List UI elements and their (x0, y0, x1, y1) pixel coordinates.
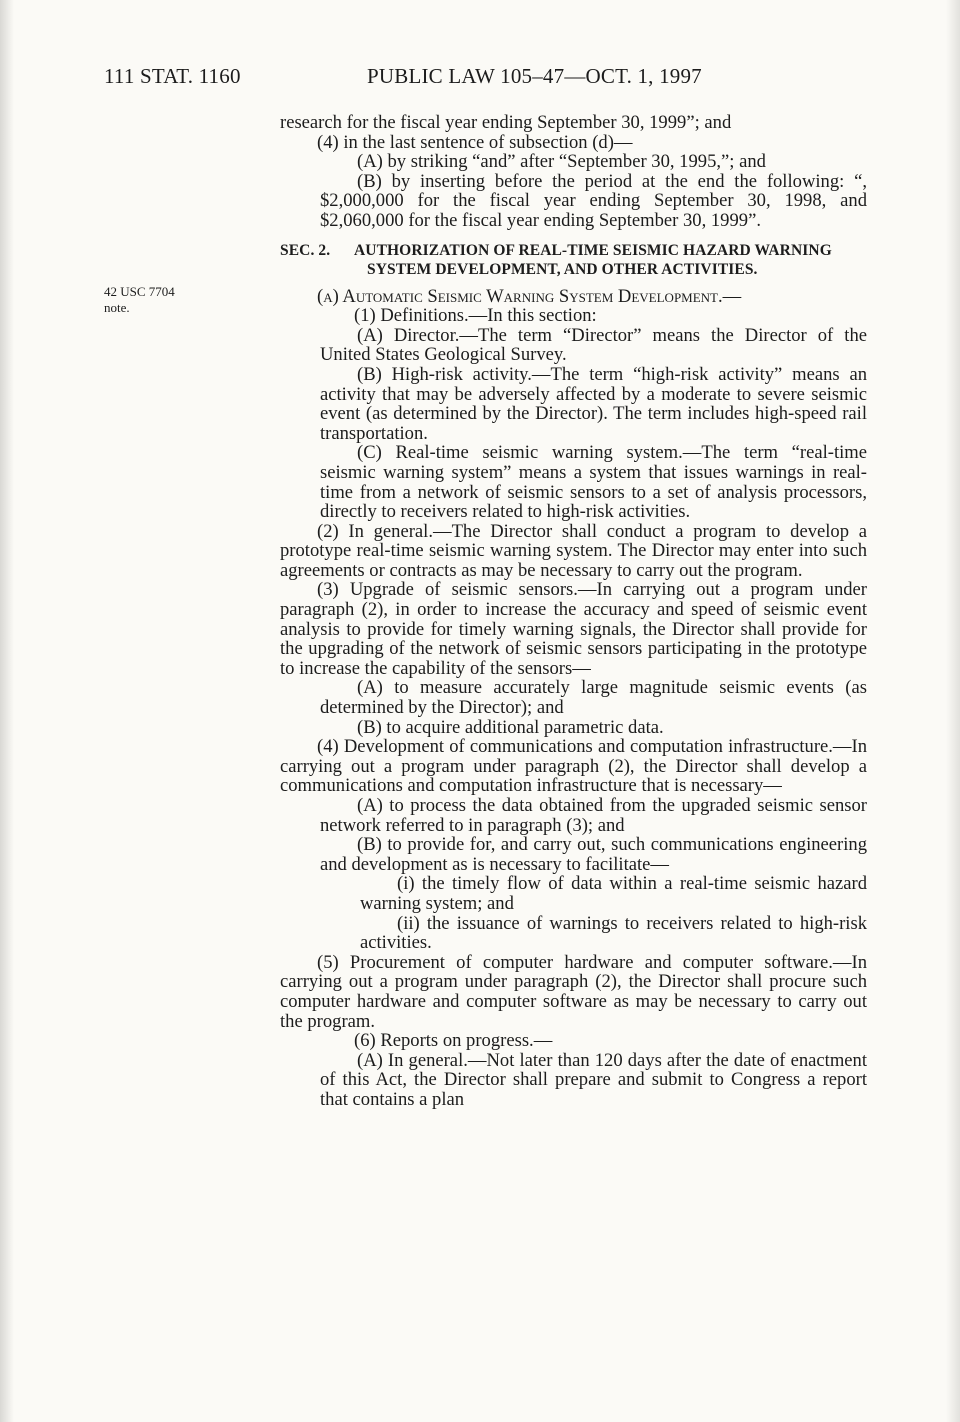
subparagraph-3-A: (A) to measure accurately large magnitude seismic events (as determined by the Director); and (320, 677, 867, 719)
paragraph-continuation: research for the fiscal year ending September 30, 1999”; and (280, 112, 732, 133)
statute-page-reference: 111 STAT. 1160 (104, 64, 241, 88)
clause-i: (i) the timely flow of data within a real-time seismic hazard warning system; and (360, 873, 867, 914)
clause-ii: (ii) the issuance of warnings to receivers related to high-risk activities. (360, 912, 867, 954)
paragraph-3-upgrade-sensors: (3) Upgrade of seismic sensors.—In carrying out a program under paragraph (2), in order to increase the accuracy and speed of seismic event analysis to provide for timely warning signals, the Director shall provide for the upgrading of the network of seismic sensors participating in the prototype to increase the capability of the sensors— (280, 579, 867, 679)
definition-real-time-seismic-warning-system: (C) Real-time seismic warning system.—The term “real-time seismic warning system” means a system that issues warnings in real-time from a network of seismic sensors to a set of analysis processors, directly to receivers related to high-risk activities. (320, 442, 867, 523)
page-left-edge-shadow (0, 0, 14, 1422)
margin-note (104, 284, 175, 316)
subparagraph-6-A: (A) In general.—Not later than 120 days after the date of enactment of this Act, the Director shall prepare and submit to Congress a report that contains a plan (320, 1049, 867, 1110)
document-body (280, 113, 867, 1110)
margin-note-suffix: note. (104, 300, 130, 315)
section-number: SEC. 2. (280, 241, 331, 259)
paragraph-4: (4) in the last sentence of subsection (d)— (317, 131, 633, 153)
subparagraph-4-B: (B) by inserting before the period at the end the following: “, $2,000,000 for the fiscal year ending September 30, 1998, and $2,060,000 for the fiscal year ending September 30, 1999”. (320, 170, 867, 231)
definition-director: (A) Director.—The term “Director” means the Director of the United States Geological Survey. (320, 324, 867, 366)
paragraph-6-reports: (6) Reports on progress.— (354, 1030, 553, 1052)
public-law-title: PUBLIC LAW 105–47—OCT. 1, 1997 (367, 64, 702, 88)
page-header (104, 64, 864, 94)
section-heading (280, 241, 867, 279)
paragraph-4-infrastructure: (4) Development of communications and computation infrastructure.—In carrying out a program under paragraph (2), the Director shall develop a communications and computation infrastructure that is necessary— (280, 736, 867, 797)
subparagraph-4-infra-B: (B) to provide for, and carry out, such communications engineering and development as is necessary to facilitate— (320, 834, 867, 875)
subsection-a-heading: (a) Automatic Seismic Warning System Development.— (317, 285, 742, 307)
paragraph-1-definitions: (1) Definitions.—In this section: (354, 305, 597, 327)
section-title: AUTHORIZATION OF REAL-TIME SEISMIC HAZARD WARNING SYSTEM DEVELOPMENT, AND OTHER ACTIVITIES. (354, 241, 832, 278)
paragraph-5-procurement: (5) Procurement of computer hardware and computer software.—In carrying out a program under paragraph (2), the Director shall procure such computer hardware and computer software as may be necessary to carry out the program. (280, 951, 867, 1032)
subparagraph-4-A: (A) by striking “and” after “September 30, 1995,”; and (357, 151, 766, 173)
definition-high-risk-activity: (B) High-risk activity.—The term “high-risk activity” means an activity that may be adversely affected by a moderate to severe seismic event (as determined by the Director). The term includes high-speed rail transportation. (320, 363, 867, 444)
margin-note-citation: 42 USC 7704 (104, 284, 175, 299)
paragraph-2-in-general: (2) In general.—The Director shall conduct a program to develop a prototype real-time seismic warning system. The Director may enter into such agreements or contracts as may be necessary to carry out the program. (280, 520, 867, 581)
subparagraph-4-infra-A: (A) to process the data obtained from the upgraded seismic sensor network referred to in paragraph (3); and (320, 795, 867, 836)
subparagraph-3-B: (B) to acquire additional parametric data. (357, 716, 664, 738)
page-right-edge-shadow (946, 0, 960, 1422)
